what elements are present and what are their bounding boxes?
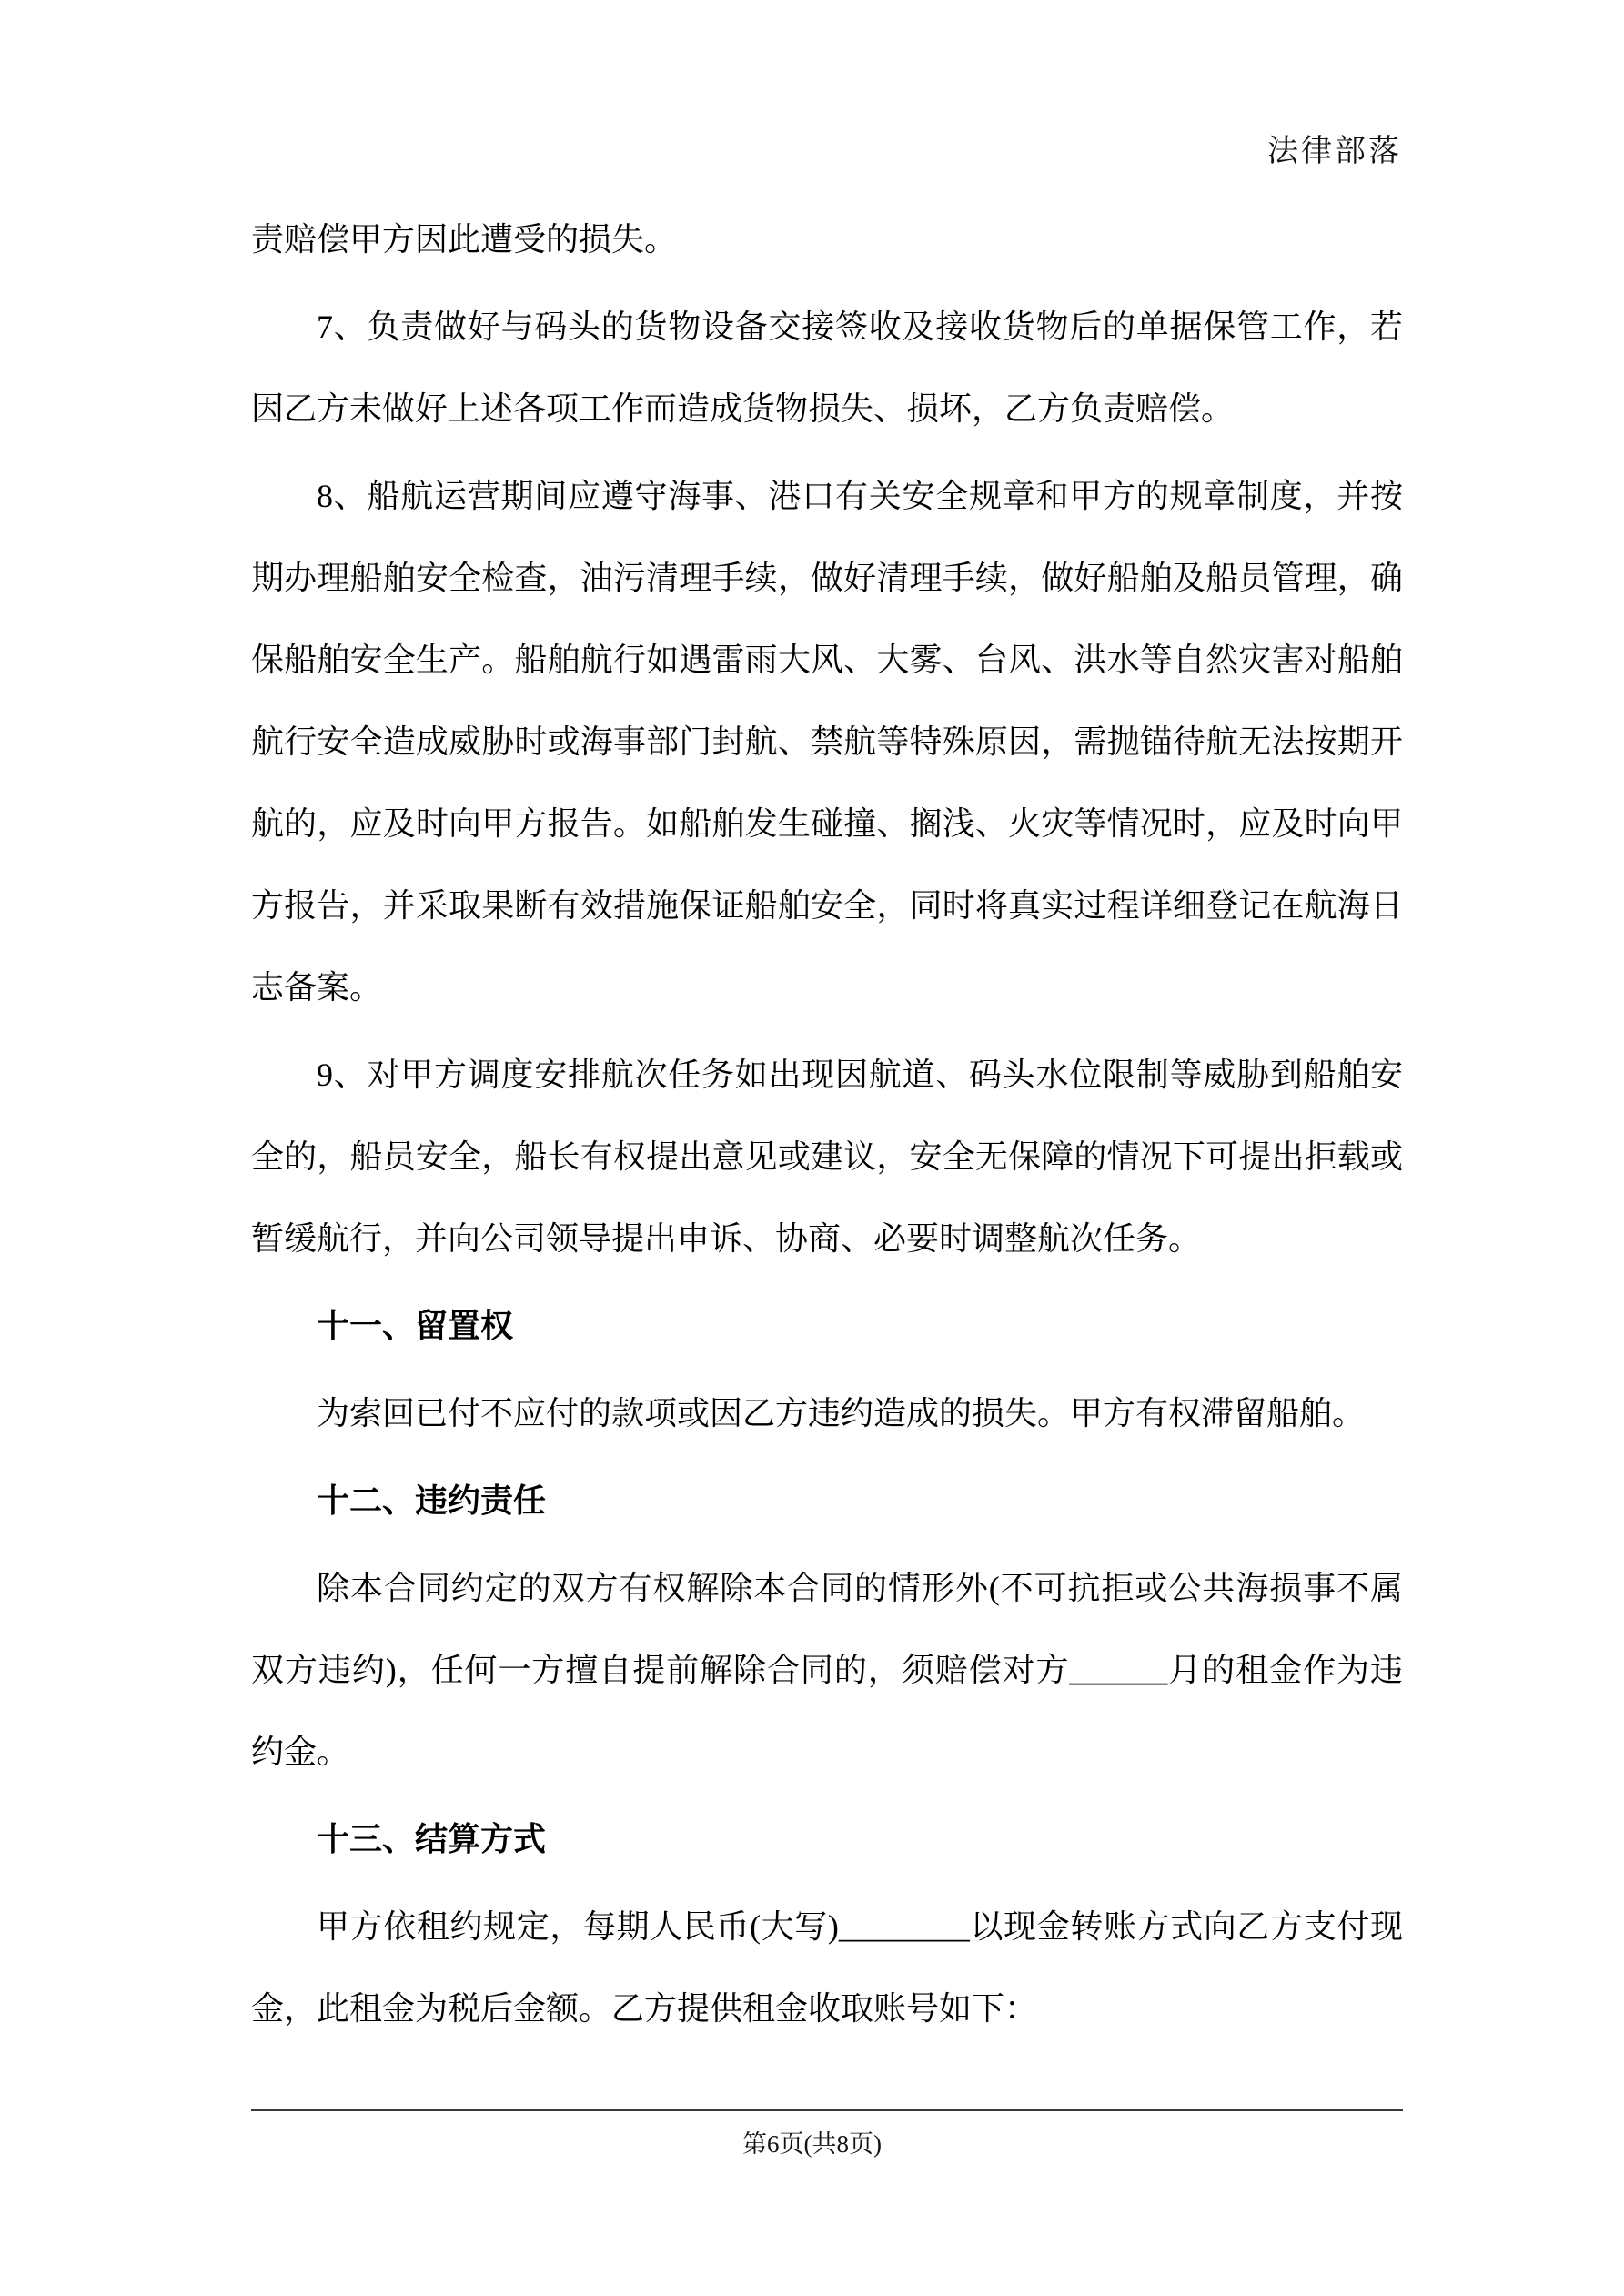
article-13-body: 甲方依租约规定，每期人民币(大写)________以现金转账方式向乙方支付现金，此租金为税后金额。乙方提供租金收取账号如下： <box>251 1908 1403 2027</box>
brand-watermark: 法律部落 <box>1267 135 1402 168</box>
article-12-body: 除本合同约定的双方有权解除本合同的情形外(不可抗拒或公共海损事不属双方违约)，任何一方擅自提前解除合同的，须赔偿对方______月的租金作为违约金。 <box>251 1570 1403 1770</box>
page-number: 第6页(共8页) <box>742 2130 882 2158</box>
clause-7: 7、负责做好与码头的货物设备交接签收及接收货物后的单据保管工作，若因乙方未做好上述各项工作而造成货物损失、损坏，乙方负责赔偿。 <box>251 308 1403 427</box>
heading-article-13-settlement: 十三、结算方式 <box>317 1821 547 1857</box>
document-body <box>251 198 1403 2055</box>
heading-article-11-lien: 十一、留置权 <box>317 1308 514 1344</box>
footer-divider <box>251 2109 1403 2111</box>
article-11-body: 为索回已付不应付的款项或因乙方违约造成的损失。甲方有权滞留船舶。 <box>317 1395 1366 1431</box>
heading-article-12-breach: 十二、违约责任 <box>317 1482 547 1519</box>
continuation-text: 责赔偿甲方因此遭受的损失。 <box>251 221 678 258</box>
clause-9: 9、对甲方调度安排航次任务如出现因航道、码头水位限制等威胁到船舶安全的，船员安全，船长有权提出意见或建议，安全无保障的情况下可提出拒载或暂缓航行，并向公司领导提出申诉、协商、必要时调整航次任务。 <box>251 1057 1403 1257</box>
clause-8: 8、船航运营期间应遵守海事、港口有关安全规章和甲方的规章制度，并按期办理船舶安全检查，油污清理手续，做好清理手续，做好船舶及船员管理，确保船舶安全生产。船舶航行如遇雷雨大风、大雾、台风、洪水等自然灾害对船舶航行安全造成威胁时或海事部门封航、禁航等特殊原因，需抛锚待航无法按期开航的，应及时向甲方报告。如船舶发生碰撞、搁浅、火灾等情况时，应及时向甲方报告，并采取果断有效措施保证船舶安全，同时将真实过程详细登记在航海日志备案。 <box>251 478 1403 1006</box>
